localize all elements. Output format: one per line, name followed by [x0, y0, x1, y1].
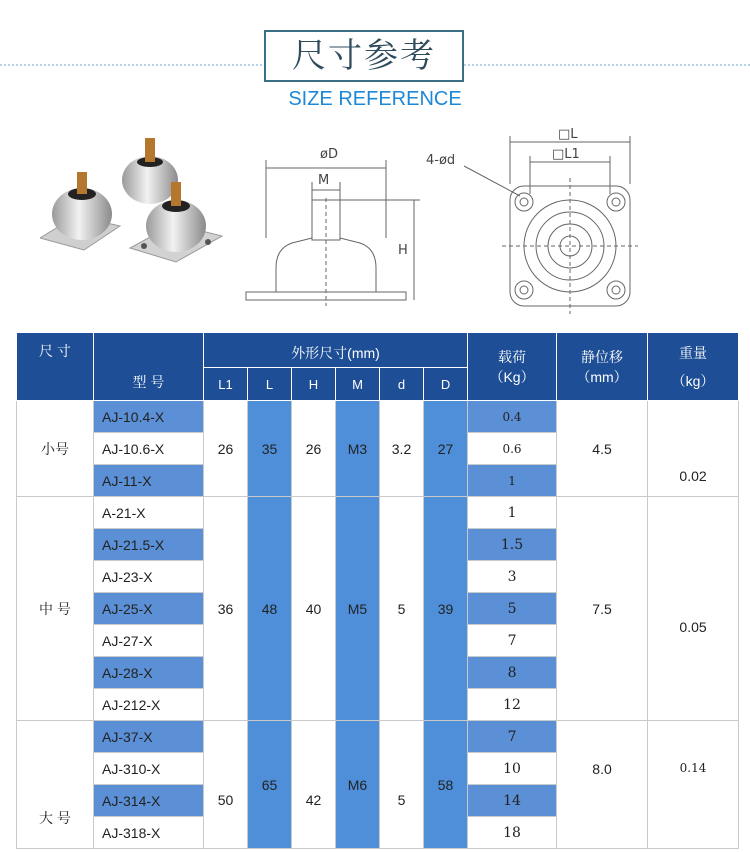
size-table — [16, 332, 739, 849]
d-cell: 5 — [380, 497, 424, 721]
model-cell: AJ-10.6-X — [94, 433, 204, 465]
size-cell: 大 号 — [17, 721, 94, 849]
load-cell: 0.4 — [468, 401, 557, 433]
header-col-dd: D — [424, 368, 468, 401]
l1-cell: 50 — [204, 721, 248, 849]
model-cell: AJ-212-X — [94, 689, 204, 721]
load-cell: 12 — [468, 689, 557, 721]
header-model: 型 号 — [94, 333, 204, 401]
load-cell: 1 — [468, 497, 557, 529]
table-row — [17, 497, 739, 529]
model-cell: AJ-37-X — [94, 721, 204, 753]
displacement-cell: 4.5 — [557, 401, 648, 497]
title-box — [264, 30, 464, 82]
l-cell: 65 — [248, 721, 292, 849]
l-cell: 48 — [248, 497, 292, 721]
label-d: øD — [320, 147, 338, 162]
size-cell: 中 号 — [17, 497, 94, 721]
d-cell: 5 — [380, 721, 424, 849]
displacement-cell: 7.5 — [557, 497, 648, 721]
weight-cell: 0.05 — [648, 497, 739, 721]
page-title: 尺寸参考 — [292, 36, 436, 76]
header-col-l: L — [248, 368, 292, 401]
load-cell: 5 — [468, 593, 557, 625]
model-cell: AJ-25-X — [94, 593, 204, 625]
model-cell: AJ-314-X — [94, 785, 204, 817]
h-cell: 26 — [292, 401, 336, 497]
weight-cell: 0.14 — [648, 721, 739, 849]
load-cell: 3 — [468, 561, 557, 593]
d-cell: 3.2 — [380, 401, 424, 497]
m-cell: M3 — [336, 401, 380, 497]
mount-unit-2 — [122, 138, 178, 204]
dd-cell: 58 — [424, 721, 468, 849]
header-col-m: M — [336, 368, 380, 401]
weight-cell: 0.02 — [648, 401, 739, 497]
load-cell: 18 — [468, 817, 557, 849]
load-cell: 1 — [468, 465, 557, 497]
header-displacement: 静位移 （mm） — [557, 333, 648, 401]
h-cell: 42 — [292, 721, 336, 849]
top-view-diagram — [420, 124, 640, 319]
side-view-diagram — [236, 138, 426, 308]
displacement-cell: 8.0 — [557, 721, 648, 849]
model-cell: AJ-318-X — [94, 817, 204, 849]
l-cell: 35 — [248, 401, 292, 497]
model-cell: AJ-310-X — [94, 753, 204, 785]
table-row — [17, 401, 739, 433]
load-cell: 8 — [468, 657, 557, 689]
model-cell: AJ-27-X — [94, 625, 204, 657]
load-cell: 0.6 — [468, 433, 557, 465]
load-cell: 10 — [468, 753, 557, 785]
model-cell: AJ-28-X — [94, 657, 204, 689]
label-square-l1: □L1 — [552, 147, 580, 162]
header-col-l1: L1 — [204, 368, 248, 401]
load-cell: 7 — [468, 721, 557, 753]
model-cell: AJ-21.5-X — [94, 529, 204, 561]
header-size: 尺 寸 — [17, 333, 94, 401]
model-cell: AJ-11-X — [94, 465, 204, 497]
header-dimensions: 外形尺寸(mm) — [204, 333, 468, 368]
header-col-h: H — [292, 368, 336, 401]
l1-cell: 26 — [204, 401, 248, 497]
dd-cell: 39 — [424, 497, 468, 721]
header-load: 载荷 （Kg） — [468, 333, 557, 401]
product-photo — [40, 130, 225, 270]
page-subtitle: SIZE REFERENCE — [288, 88, 462, 110]
load-cell: 1.5 — [468, 529, 557, 561]
load-cell: 7 — [468, 625, 557, 657]
mount-unit-1 — [40, 172, 120, 250]
load-cell: 14 — [468, 785, 557, 817]
label-square-l: □L — [558, 127, 578, 142]
l1-cell: 36 — [204, 497, 248, 721]
m-cell: M6 — [336, 721, 380, 849]
model-cell: AJ-23-X — [94, 561, 204, 593]
dd-cell: 27 — [424, 401, 468, 497]
size-cell: 小号 — [17, 401, 94, 497]
table-row — [17, 721, 739, 753]
label-holes: 4-ød — [426, 153, 456, 168]
header-col-d: d — [380, 368, 424, 401]
header-weight: 重量 （kg） — [648, 333, 739, 401]
h-cell: 40 — [292, 497, 336, 721]
label-m: M — [318, 173, 330, 188]
label-h: H — [398, 243, 408, 258]
model-cell: A-21-X — [94, 497, 204, 529]
m-cell: M5 — [336, 497, 380, 721]
model-cell: AJ-10.4-X — [94, 401, 204, 433]
